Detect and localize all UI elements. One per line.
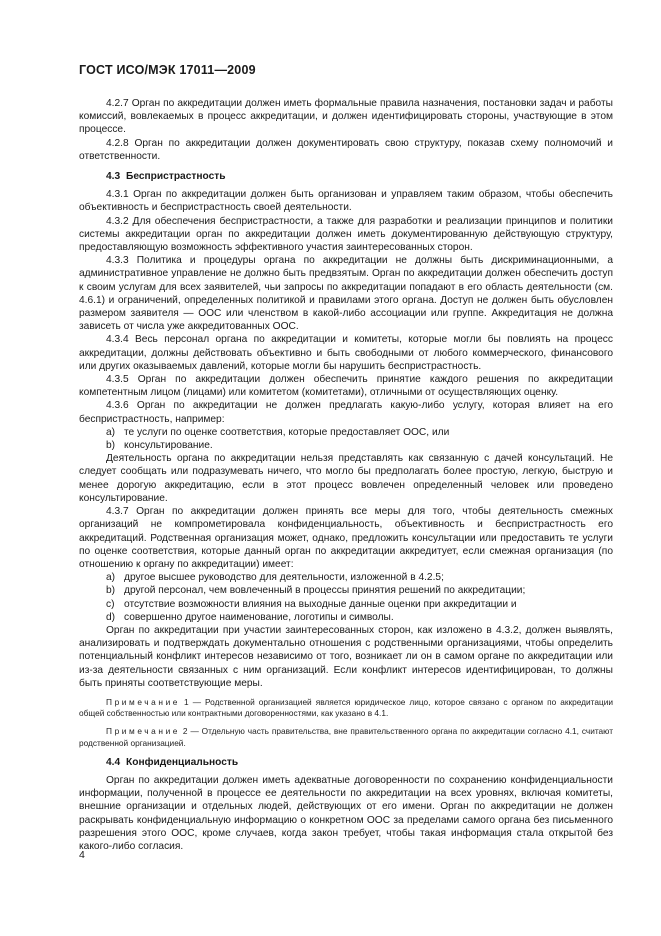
list-item-text: те услуги по оценке соответствия, которые предоставляет ООС, или [124,426,450,438]
document-body [79,97,613,853]
list-item [79,571,613,584]
note [79,726,613,748]
paragraph: 4.3.5 Орган по аккредитации должен обеспечить принятие каждого решения по аккредитации компетентным лицом (лицами) или комитетом (комитетами), отличными от осуществляющих оценку. [79,374,613,399]
list-item-label: c) [106,598,115,610]
paragraph: 4.3.1 Орган по аккредитации должен быть организован и управляем таким образом, чтобы обеспечить объективность и беспристрастность своей деятельности. [79,189,613,214]
section-heading [106,756,613,769]
list-item-text: отсутствие возможности влияния на выходные данные оценки при аккредитации и [124,598,517,610]
list-item [79,598,613,611]
list-item [79,439,613,452]
list-item-label: a) [106,426,116,438]
paragraph: 4.2.7 Орган по аккредитации должен иметь формальные правила назначения, постановки задач и работы комиссий, вовлекаемых в процесс аккредитации, и должен идентифицировать стороны, участвующие в этом процессе. [79,98,613,136]
paragraph: 4.3.2 Для обеспечения беспристрастности, а также для разработки и реализации принципов и политики системы аккредитации орган по аккредитации должен иметь документированную действующую структуру, предоставляющую возможность эффективного участия заинтересованных сторон. [79,215,613,254]
section-title: Конфиденциальность [126,756,239,768]
note-label: Примечание [106,696,181,707]
list-item-text: консультирование. [124,440,213,452]
paragraph: Орган по аккредитации при участии заинтересованных сторон, как изложено в 4.3.2, должен выявлять, анализировать и подтверждать документально отношения с родственными организациями, чтобы определить потенциальный конфликт интересов независимо от того, возникает ли он в самом органе по аккредитации или из-за деятельности связанных с ним организаций. Если конфликт интересов идентифицирован, то должны быть приняты соответствующие меры. [79,624,613,689]
paragraph: 4.2.8 Орган по аккредитации должен документировать свою структуру, показав схему полномочий и ответственности. [79,137,613,162]
section-number: 4.4 [106,756,121,768]
note [79,697,613,719]
note-text: — Родственной организацией является юридическое лицо, которое связано с органом по аккредитации общей собственностью или контрактными договоренностями, как указано в 4.1. [79,696,613,719]
list-item-label: b) [106,440,116,452]
page-number: 4 [79,849,85,861]
section-title: Беспристрастность [126,171,226,183]
standard-header: ГОСТ ИСО/МЭК 17011—2009 [79,63,256,77]
note-text: — Отдельную часть правительства, вне правительственного органа по аккредитации согласно 4.1, считают родственной организацией. [79,726,613,748]
list-item-label: b) [106,585,116,597]
list-item-label: a) [106,572,116,584]
paragraph: Орган по аккредитации должен иметь адекватные договоренности по сохранению конфиденциальности информации, полученной в процессе ее деятельности по аккредитации на всех уровнях, включая комитеты, внешние организации и отдельных людей, действующих от его имени. Орган по аккредитации не должен раскрывать конфиденциальную информацию о конкретном ООС за пределами самого органа без письменного разрешения этого ООС, кроме случаев, когда закон требует, чтобы такая информация стала открытой без какого-либо согласия. [79,774,613,852]
section-number: 4.3 [106,171,121,183]
list-item-text: другой персонал, чем вовлеченный в процессы принятия решений по аккредитации; [124,585,526,597]
note-number: 2 [182,726,188,737]
paragraph: 4.3.6 Орган по аккредитации не должен предлагать какую-либо услугу, которая влияет на его беспристрастность, например: [79,400,613,425]
list-item-text: совершенно другое наименование, логотипы и символы. [124,611,394,623]
list-item [79,584,613,597]
paragraph: 4.3.4 Весь персонал органа по аккредитации и комитеты, которые могли бы повлиять на процесс аккредитации, должны действовать объективно и быть свободными от любого коммерческого, финансового или других оказываемых давлений, которые могли бы нарушить беспристрастность. [79,334,613,372]
section-heading [106,170,613,183]
list-item [79,426,613,439]
note-number: 1 [184,696,189,707]
note-label: Примечание [106,726,181,737]
paragraph: 4.3.7 Орган по аккредитации должен принять все меры для того, чтобы деятельность смежных организаций не компрометировала конфиденциальность, объективность и беспристрастность его аккредитаций. Родственная организация может, однако, предложить консультации или предоставить те услуги по оценке соответствия, которые данный орган по аккредитации аккредитует, если смежная организация (по отношению к органу по аккредитации) имеет: [79,506,613,570]
paragraph: 4.3.3 Политика и процедуры органа по аккредитации не должны быть дискриминационными, а административное управление не должно быть предвзятым. Орган по аккредитации должен обеспечить доступ к своим услугам для всех заявителей, чьи запросы по аккредитации попадают в его область деятельности (см. 4.6.1) и ограничений, определенных политикой и правилами этого органа. Доступ не должен быть обусловлен размером заявителя — ООС или членством в какой-либо ассоциации или группе. Аккредитация не должна зависеть от числа уже аккредитованных ООС. [79,255,613,333]
list-item [79,611,613,624]
paragraph: Деятельность органа по аккредитации нельзя представлять как связанную с дачей консультаций. Не следует сообщать или подразумевать ничего, что могло бы предполагать более простую, легкую, быструю и менее дорогую аккредитацию, если в этот процесс вовлечен определенный человек или проведено консультирование. [79,453,613,504]
list-item-label: d) [106,611,116,623]
list-item-text: другое высшее руководство для деятельности, изложенной в 4.2.5; [124,572,444,584]
